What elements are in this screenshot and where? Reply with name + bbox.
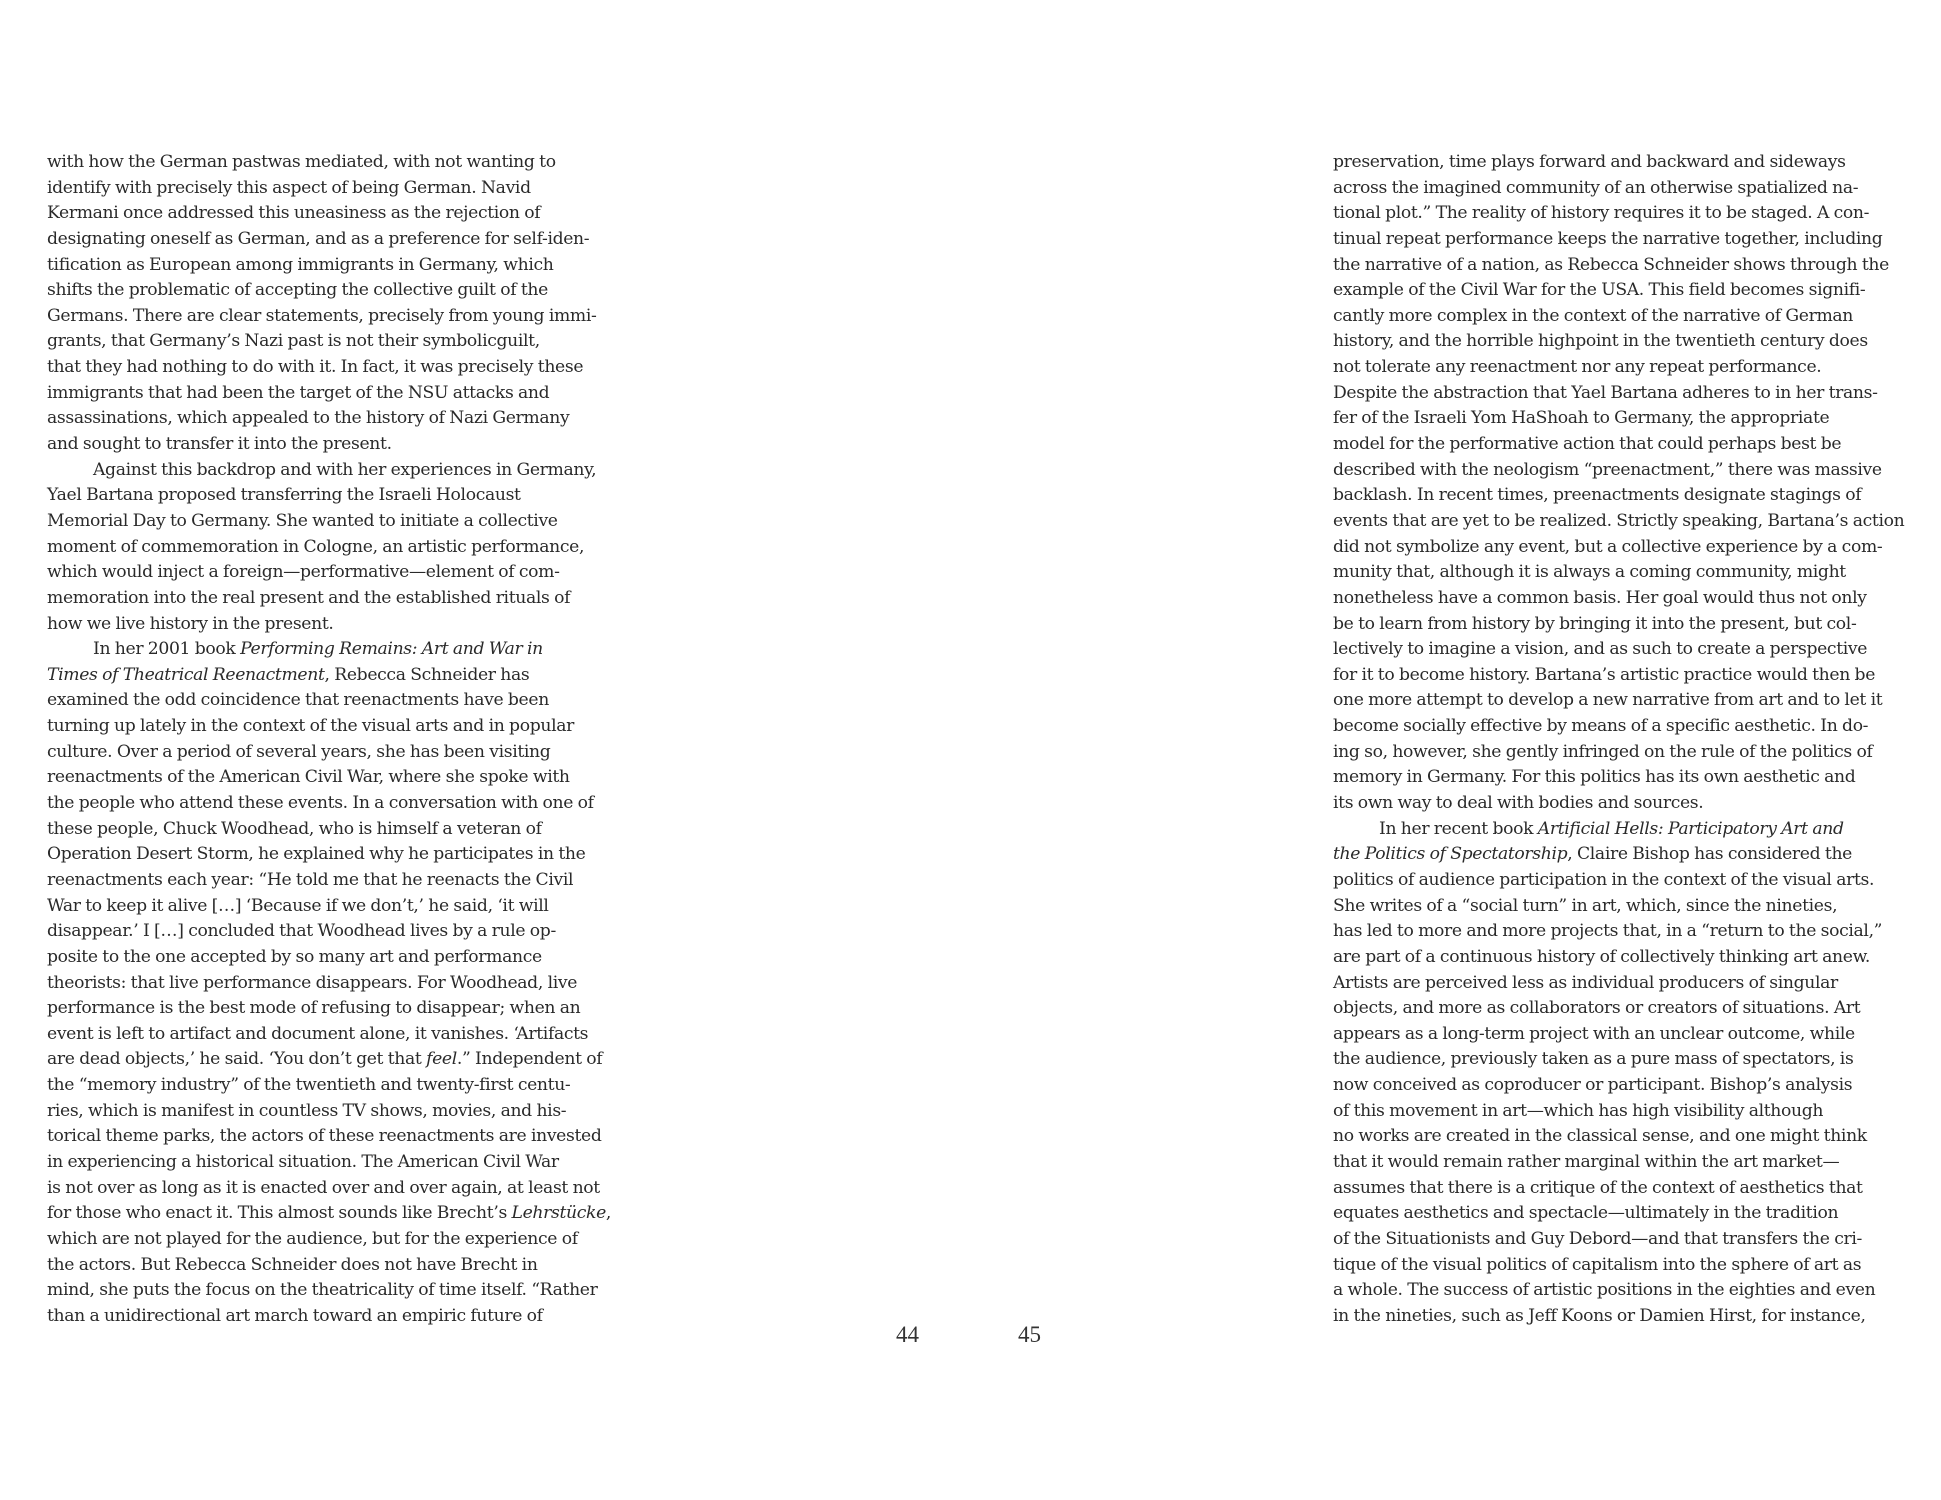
text-line (47, 201, 647, 227)
text-segment: immigrants that had been the target of the NSU attacks and (47, 382, 550, 403)
text-line (1333, 458, 1933, 484)
text-line (47, 842, 647, 868)
text-segment: nonetheless have a common basis. Her goal would thus not only (1333, 587, 1867, 608)
text-line (1333, 253, 1933, 279)
text-segment: munity that, although it is always a coming community, might (1333, 562, 1846, 583)
text-line (1333, 919, 1933, 945)
text-line (47, 509, 647, 535)
text-segment: Artists are perceived less as individual producers of singular (1333, 972, 1838, 993)
text-line (47, 894, 647, 920)
text-segment: assumes that there is a critique of the context of aesthetics that (1333, 1177, 1863, 1198)
text-line (1333, 1227, 1933, 1253)
text-segment: did not symbolize any event, but a collective experience by a com- (1333, 536, 1883, 557)
text-line (47, 304, 647, 330)
italic-title-text: Artificial Hells: Participatory Art and (1537, 818, 1844, 839)
text-line (47, 688, 647, 714)
paragraph-start-line (47, 458, 647, 484)
text-segment: Yael Bartana proposed transferring the Israeli Holocaust (47, 485, 521, 506)
text-line (1333, 1150, 1933, 1176)
text-line (47, 150, 647, 176)
text-segment: posite to the one accepted by so many art and performance (47, 946, 542, 967)
text-line (1333, 201, 1933, 227)
text-line (47, 612, 647, 638)
text-segment: these people, Chuck Woodhead, who is himself a veteran of (47, 818, 542, 839)
text-line (1333, 663, 1933, 689)
text-segment: has led to more and more projects that, in a “return to the social,” (1333, 921, 1883, 942)
text-line (1333, 868, 1933, 894)
italic-title-text: the Politics of Spectatorship (1333, 844, 1568, 865)
text-line (1333, 406, 1933, 432)
text-segment: one more attempt to develop a new narrative from art and to let it (1333, 690, 1883, 711)
text-segment: fer of the Israeli Yom HaShoah to Germany, the appropriate (1333, 408, 1830, 429)
text-line (1333, 483, 1933, 509)
text-segment: identify with precisely this aspect of being German. Navid (47, 177, 531, 198)
text-segment: reenactments each year: “He told me that he reenacts the Civil (47, 869, 574, 890)
text-line (1333, 227, 1933, 253)
left-page-body (47, 150, 647, 1329)
text-segment: lectively to imagine a vision, and as such to create a perspective (1333, 639, 1868, 660)
text-segment: that it would remain rather marginal within the art market— (1333, 1151, 1840, 1172)
text-segment: She writes of a “social turn” in art, which, since the nineties, (1333, 895, 1838, 916)
text-line (47, 355, 647, 381)
text-line (47, 176, 647, 202)
text-line (47, 278, 647, 304)
text-segment: Kermani once addressed this uneasiness as the rejection of (47, 203, 541, 224)
text-line (1333, 791, 1933, 817)
text-segment: example of the Civil War for the USA. This field becomes signifi- (1333, 280, 1866, 301)
text-line (47, 996, 647, 1022)
text-segment: , Claire Bishop has considered the (1567, 844, 1852, 865)
text-line (1333, 714, 1933, 740)
text-line (1333, 1073, 1933, 1099)
text-line (1333, 1176, 1933, 1202)
text-segment: War to keep it alive […] ‘Because if we don’t,’ he said, ‘it will (47, 895, 549, 916)
paragraph-start-line (1333, 817, 1933, 843)
text-segment: ing so, however, she gently infringed on the rule of the politics of (1333, 741, 1873, 762)
text-line (1333, 612, 1933, 638)
text-segment: the “memory industry” of the twentieth and twenty-first centu- (47, 1075, 571, 1096)
text-line (1333, 1278, 1933, 1304)
text-line (1333, 1253, 1933, 1279)
text-line (47, 791, 647, 817)
text-line (47, 663, 647, 689)
text-segment: that they had nothing to do with it. In fact, it was precisely these (47, 357, 584, 378)
text-segment: the people who attend these events. In a conversation with one of (47, 793, 594, 814)
text-line (47, 1099, 647, 1125)
text-line (1333, 278, 1933, 304)
text-segment: are part of a continuous history of collectively thinking art anew. (1333, 946, 1871, 967)
text-segment: Operation Desert Storm, he explained why he participates in the (47, 844, 586, 865)
text-line (47, 1227, 647, 1253)
text-segment: a whole. The success of artistic positions in the eighties and even (1333, 1280, 1876, 1301)
text-segment: which are not played for the audience, but for the experience of (47, 1228, 578, 1249)
text-segment: event is left to artifact and document alone, it vanishes. ‘Artifacts (47, 1023, 589, 1044)
text-segment: model for the performative action that could perhaps best be (1333, 434, 1842, 455)
text-segment: across the imagined community of an otherwise spatialized na- (1333, 177, 1859, 198)
text-segment: memory in Germany. For this politics has its own aesthetic and (1333, 767, 1856, 788)
text-line (47, 227, 647, 253)
text-line (47, 1201, 647, 1227)
text-line (1333, 765, 1933, 791)
text-segment: appears as a long-term project with an unclear outcome, while (1333, 1023, 1855, 1044)
text-segment: culture. Over a period of several years, she has been visiting (47, 741, 551, 762)
right-page-body (1333, 150, 1933, 1329)
text-segment: memoration into the real present and the established rituals of (47, 587, 571, 608)
text-line (1333, 381, 1933, 407)
text-segment: no works are created in the classical sense, and one might think (1333, 1126, 1867, 1147)
text-segment: events that are yet to be realized. Strictly speaking, Bartana’s action (1333, 510, 1905, 531)
text-segment: Against this backdrop and with her experiences in Germany, (93, 459, 597, 480)
text-line (1333, 971, 1933, 997)
text-segment: equates aesthetics and spectacle—ultimately in the tradition (1333, 1203, 1839, 1224)
text-segment: tique of the visual politics of capitalism into the sphere of art as (1333, 1254, 1862, 1275)
text-line (47, 432, 647, 458)
text-line (1333, 894, 1933, 920)
text-segment: cantly more complex in the context of the narrative of German (1333, 305, 1854, 326)
text-segment: the narrative of a nation, as Rebecca Schneider shows through the (1333, 254, 1889, 275)
text-segment: in experiencing a historical situation. The American Civil War (47, 1151, 559, 1172)
page-number-left: 44 (896, 1322, 919, 1347)
text-segment: how we live history in the present. (47, 613, 334, 634)
text-segment: which would inject a foreign—performative—element of com- (47, 562, 560, 583)
text-segment: objects, and more as collaborators or creators of situations. Art (1333, 998, 1861, 1019)
text-segment: mind, she puts the focus on the theatricality of time itself. “Rather (47, 1280, 598, 1301)
text-segment: for it to become history. Bartana’s artistic practice would then be (1333, 664, 1876, 685)
text-segment: and sought to transfer it into the present. (47, 434, 392, 455)
text-line (1333, 329, 1933, 355)
text-line (1333, 945, 1933, 971)
text-line (47, 1047, 647, 1073)
text-line (1333, 1201, 1933, 1227)
text-segment: preservation, time plays forward and backward and sideways (1333, 152, 1846, 172)
text-segment: performance is the best mode of refusing to disappear; when an (47, 998, 581, 1019)
text-line (47, 1124, 647, 1150)
text-line (47, 919, 647, 945)
italic-title-text: feel (426, 1049, 457, 1070)
text-line (1333, 688, 1933, 714)
text-line (47, 1073, 647, 1099)
text-line (47, 1278, 647, 1304)
text-segment: of this movement in art—which has high visibility although (1333, 1100, 1824, 1121)
text-line (47, 535, 647, 561)
text-line (1333, 1022, 1933, 1048)
text-segment: in the nineties, such as Jeff Koons or Damien Hirst, for instance, (1333, 1305, 1866, 1326)
text-line (47, 406, 647, 432)
text-segment: grants, that Germany’s Nazi past is not their symbolicguilt, (47, 331, 540, 352)
text-line (1333, 355, 1933, 381)
page-number-right: 45 (1018, 1322, 1041, 1347)
paragraph-start-line (47, 637, 647, 663)
text-segment: of the Situationists and Guy Debord—and that transfers the cri- (1333, 1228, 1862, 1249)
text-line (47, 740, 647, 766)
text-line (47, 817, 647, 843)
text-segment: now conceived as coproducer or participant. Bishop’s analysis (1333, 1075, 1853, 1096)
text-line (47, 560, 647, 586)
text-line (47, 971, 647, 997)
text-segment: Germans. There are clear statements, precisely from young immi- (47, 305, 597, 326)
text-line (1333, 150, 1933, 176)
text-line (1333, 842, 1933, 868)
text-segment: torical theme parks, the actors of these reenactments are invested (47, 1126, 602, 1147)
text-line (47, 253, 647, 279)
text-segment: assassinations, which appealed to the history of Nazi Germany (47, 408, 570, 429)
text-segment: disappear.’ I […] concluded that Woodhead lives by a rule op- (47, 921, 556, 942)
text-line (1333, 304, 1933, 330)
text-line (1333, 176, 1933, 202)
text-segment: theorists: that live performance disappears. For Woodhead, live (47, 972, 578, 993)
text-line (1333, 432, 1933, 458)
text-line (47, 868, 647, 894)
text-segment: .” Independent of (456, 1049, 603, 1070)
text-line (1333, 509, 1933, 535)
text-line (1333, 535, 1933, 561)
text-segment: for those who enact it. This almost sounds like Brecht’s (47, 1203, 512, 1224)
text-segment: , (605, 1203, 612, 1224)
text-segment: backlash. In recent times, preenactments designate stagings of (1333, 485, 1862, 506)
text-segment: Memorial Day to Germany. She wanted to initiate a collective (47, 510, 558, 531)
text-segment: history, and the horrible highpoint in the twentieth century does (1333, 331, 1868, 352)
text-segment: turning up lately in the context of the visual arts and in popular (47, 716, 574, 737)
text-line (1333, 560, 1933, 586)
text-line (47, 1304, 647, 1330)
text-segment: shifts the problematic of accepting the collective guilt of the (47, 280, 548, 301)
text-line (1333, 637, 1933, 663)
text-segment: are dead objects,’ he said. ‘You don’t get that (47, 1049, 427, 1070)
text-line (47, 483, 647, 509)
text-segment: become socially effective by means of a specific aesthetic. In do- (1333, 716, 1869, 737)
text-segment: not tolerate any reenactment nor any repeat performance. (1333, 357, 1822, 378)
text-segment: be to learn from history by bringing it into the present, but col- (1333, 613, 1857, 634)
text-line (47, 381, 647, 407)
text-line (1333, 996, 1933, 1022)
text-segment: , Rebecca Schneider has (324, 664, 530, 685)
text-segment: its own way to deal with bodies and sources. (1333, 793, 1704, 814)
text-segment: politics of audience participation in the context of the visual arts. (1333, 869, 1875, 890)
text-line (47, 1176, 647, 1202)
text-segment: In her 2001 book (93, 639, 241, 660)
text-line (47, 1253, 647, 1279)
text-line (1333, 1124, 1933, 1150)
text-segment: tification as European among immigrants in Germany, which (47, 254, 554, 275)
text-line (1333, 1099, 1933, 1125)
italic-title-text: Lehrstücke (511, 1203, 606, 1224)
text-segment: ries, which is manifest in countless TV shows, movies, and his- (47, 1100, 567, 1121)
text-line (47, 586, 647, 612)
text-segment: reenactments of the American Civil War, where she spoke with (47, 767, 570, 788)
text-line (47, 1150, 647, 1176)
text-segment: designating oneself as German, and as a preference for self-iden- (47, 228, 590, 249)
text-segment: the actors. But Rebecca Schneider does not have Brecht in (47, 1254, 538, 1275)
text-line (1333, 1047, 1933, 1073)
text-line (47, 1022, 647, 1048)
text-line (47, 765, 647, 791)
text-segment: Despite the abstraction that Yael Bartana adheres to in her trans- (1333, 382, 1878, 403)
text-segment: than a unidirectional art march toward an empiric future of (47, 1305, 543, 1326)
text-line (1333, 740, 1933, 766)
text-line (47, 714, 647, 740)
text-segment: described with the neologism “preenactment,” there was massive (1333, 459, 1882, 480)
text-segment: tional plot.” The reality of history requires it to be staged. A con- (1333, 203, 1870, 224)
text-segment: is not over as long as it is enacted over and over again, at least not (47, 1177, 600, 1198)
text-line (47, 945, 647, 971)
text-line (1333, 586, 1933, 612)
text-segment: with how the German pastwas mediated, with not wanting to (47, 152, 556, 172)
text-line (47, 329, 647, 355)
text-segment: In her recent book (1379, 818, 1538, 839)
italic-title-text: Performing Remains: Art and War in (240, 639, 543, 660)
text-segment: moment of commemoration in Cologne, an artistic performance, (47, 536, 585, 557)
text-line (1333, 1304, 1933, 1330)
text-segment: the audience, previously taken as a pure mass of spectators, is (1333, 1049, 1854, 1070)
italic-title-text: Times of Theatrical Reenactment (47, 664, 325, 685)
text-segment: tinual repeat performance keeps the narrative together, including (1333, 228, 1883, 249)
text-segment: examined the odd coincidence that reenactments have been (47, 690, 549, 711)
